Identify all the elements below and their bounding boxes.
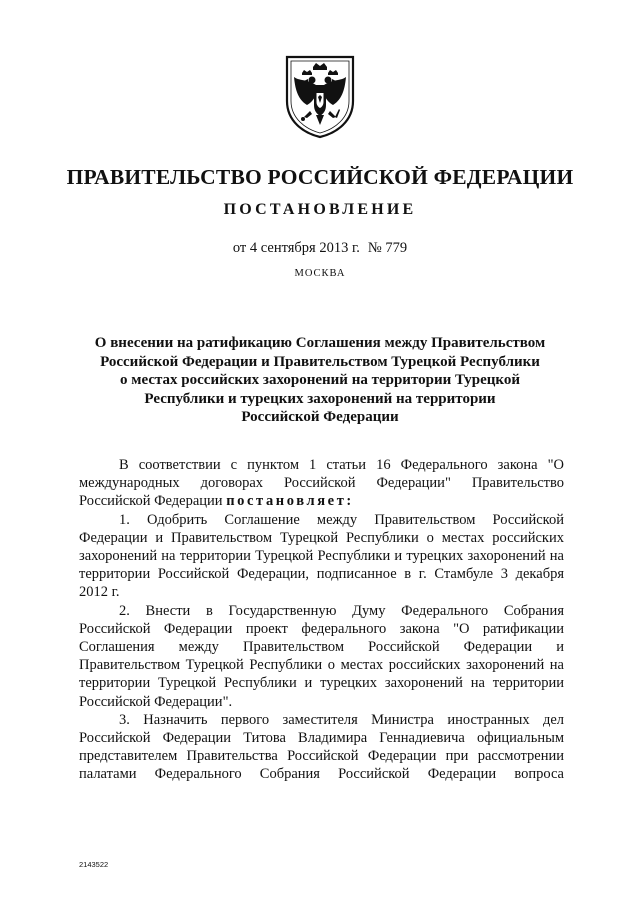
subject-line: Российской Федерации <box>241 409 399 426</box>
document-code: 2143522 <box>79 860 109 869</box>
document-date: от 4 сентября 2013 г. <box>232 240 360 256</box>
subject-line: Российской Федерации и Правительством Турецкой Республики <box>100 353 540 370</box>
document-body <box>79 456 564 784</box>
government-title: ПРАВИТЕЛЬСТВО РОССИЙСКОЙ ФЕДЕРАЦИИ <box>66 165 574 189</box>
document-type: ПОСТАНОВЛЕНИЕ <box>223 201 417 218</box>
resolves-word: постановляет: <box>226 493 354 510</box>
document-subject <box>70 334 570 427</box>
subject-line: о местах российских захоронений на территории Турецкой <box>120 372 520 389</box>
preamble-paragraph <box>79 456 564 511</box>
subject-line: Республики и турецких захоронений на территории <box>144 390 496 407</box>
item-3-paragraph: 3. Назначить первого заместителя Министра иностранных дел Российской Федерации Титова Владимира Геннадиевича официальным представителем Правительства Российской Федерации при рассмотрении палатами Федерального Собрания Российской Федерации вопроса <box>79 711 564 783</box>
subject-line: О внесении на ратификацию Соглашения между Правительством <box>94 335 546 351</box>
document-number: № 779 <box>367 240 408 256</box>
item-2-paragraph: 2. Внести в Государственную Думу Федерального Собрания Российской Федерации проект федерального закона "О ратификации Соглашения между Правительством Российской Федерации и Правительством Турецкой Республики о местах российских захоронений на территории Турецкой Республики и турецких захоронений на территории Российской Федерации". <box>79 602 564 710</box>
date-number-line <box>0 240 640 257</box>
preamble-text: В соответствии с пунктом 1 статьи 16 Федерального закона "О международных договорах Российской Федерации" Правительство Российской Федерации <box>79 457 564 510</box>
state-emblem-icon <box>283 55 357 139</box>
document-city: МОСКВА <box>294 268 346 279</box>
item-1-paragraph: 1. Одобрить Соглашение между Правительством Российской Федерации и Правительством Турецкой Республики о местах российских захоронений на территории Турецкой Республики и турецких захоронений на территории Российской Федерации, подписанное в г. Стамбуле 3 декабря 2012 г. <box>79 511 564 601</box>
